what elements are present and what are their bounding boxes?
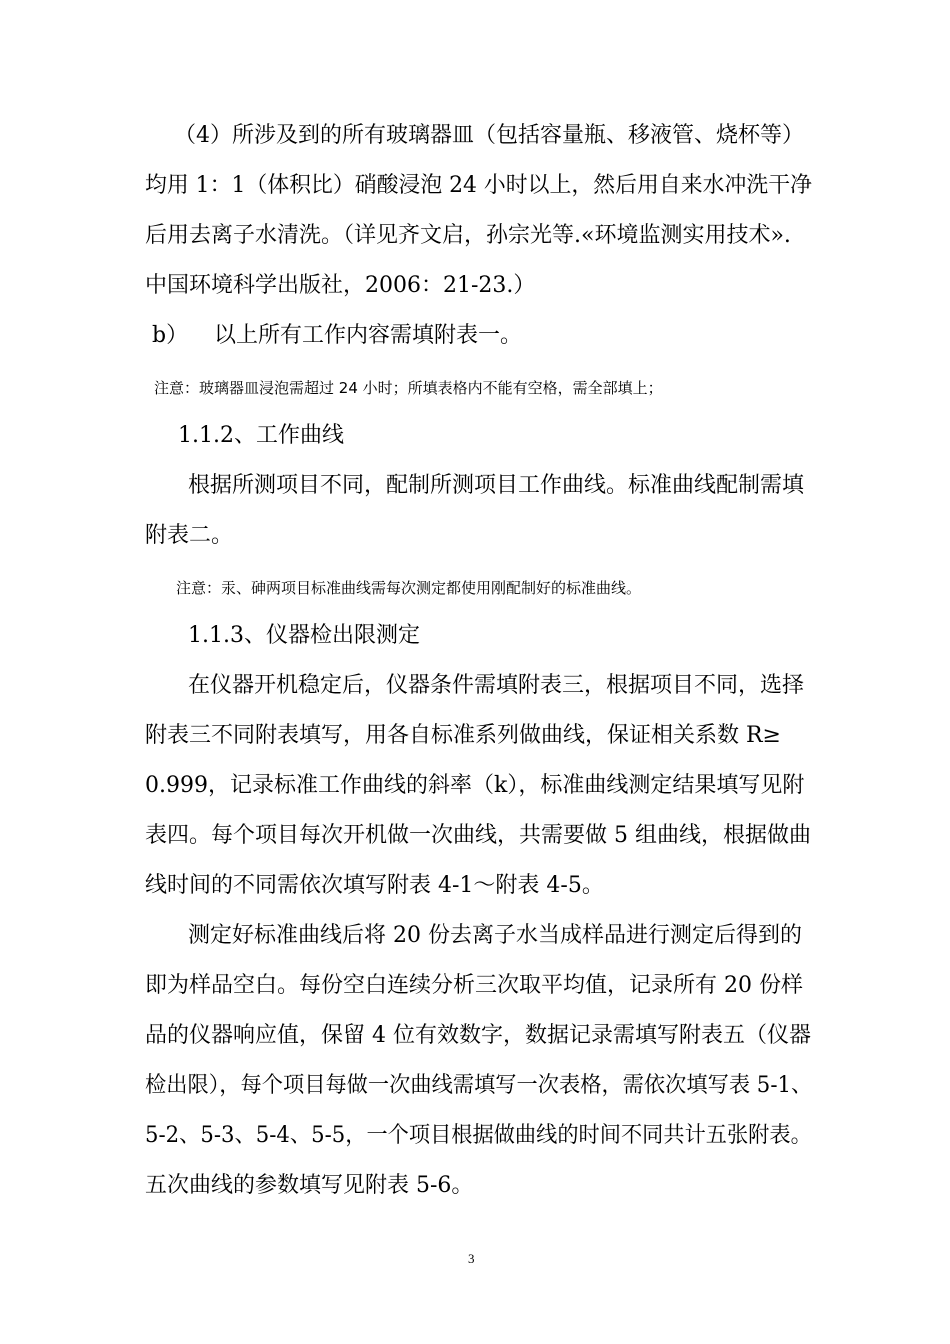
paragraph-line: 后用去离子水清洗。（详见齐文启，孙宗光等.«环境监测实用技术».	[145, 223, 791, 248]
item-b-marker: b）	[152, 323, 189, 348]
paragraph-line: 品的仪器响应值，保留 4 位有效数字，数据记录需填写附表五（仪器	[145, 1023, 811, 1048]
paragraph-line: 附表二。	[145, 523, 234, 548]
paragraph-line: 中国环境科学出版社，2006：21-23.）	[145, 273, 536, 298]
paragraph-line: 表四。每个项目每次开机做一次曲线，共需要做 5 组曲线，根据做曲	[145, 823, 811, 848]
item-b-text: 以上所有工作内容需填附表一。	[214, 323, 523, 348]
section-heading-1-1-2: 1.1.2、工作曲线	[178, 423, 344, 448]
paragraph-line: 线时间的不同需依次填写附表 4-1～附表 4-5。	[145, 873, 604, 898]
note-soak-time: 注意：玻璃器皿浸泡需超过 24 小时；所填表格内不能有空格，需全部填上；	[154, 379, 663, 397]
paragraph-line: 附表三不同附表填写，用各自标准系列做曲线，保证相关系数 R≥	[145, 723, 781, 748]
paragraph-line: 0.999，记录标准工作曲线的斜率（k），标准曲线测定结果填写见附	[145, 773, 805, 798]
paragraph-line: （4）所涉及到的所有玻璃器皿（包括容量瓶、移液管、烧杯等）	[174, 123, 804, 148]
paragraph-line: 即为样品空白。每份空白连续分析三次取平均值，记录所有 20 份样	[145, 973, 803, 998]
paragraph-line: 在仪器开机稳定后，仪器条件需填附表三，根据项目不同，选择	[188, 673, 805, 698]
paragraph-line: 均用 1：1（体积比）硝酸浸泡 24 小时以上，然后用自来水冲洗干净	[145, 173, 812, 198]
paragraph-line: 5-2、5-3、5-4、5-5，一个项目根据做曲线的时间不同共计五张附表。	[145, 1123, 812, 1148]
paragraph-line: 五次曲线的参数填写见附表 5-6。	[145, 1173, 474, 1198]
note-standard-curve: 注意：汞、砷两项目标准曲线需每次测定都使用刚配制好的标准曲线。	[176, 579, 642, 597]
paragraph-line: 检出限），每个项目每做一次曲线需填写一次表格，需依次填写表 5-1、	[145, 1073, 813, 1098]
page-number: 3	[468, 1251, 475, 1266]
section-heading-1-1-3: 1.1.3、仪器检出限测定	[188, 623, 420, 648]
paragraph-line: 测定好标准曲线后将 20 份去离子水当成样品进行测定后得到的	[188, 923, 802, 948]
paragraph-line: 根据所测项目不同，配制所测项目工作曲线。标准曲线配制需填	[188, 473, 805, 498]
